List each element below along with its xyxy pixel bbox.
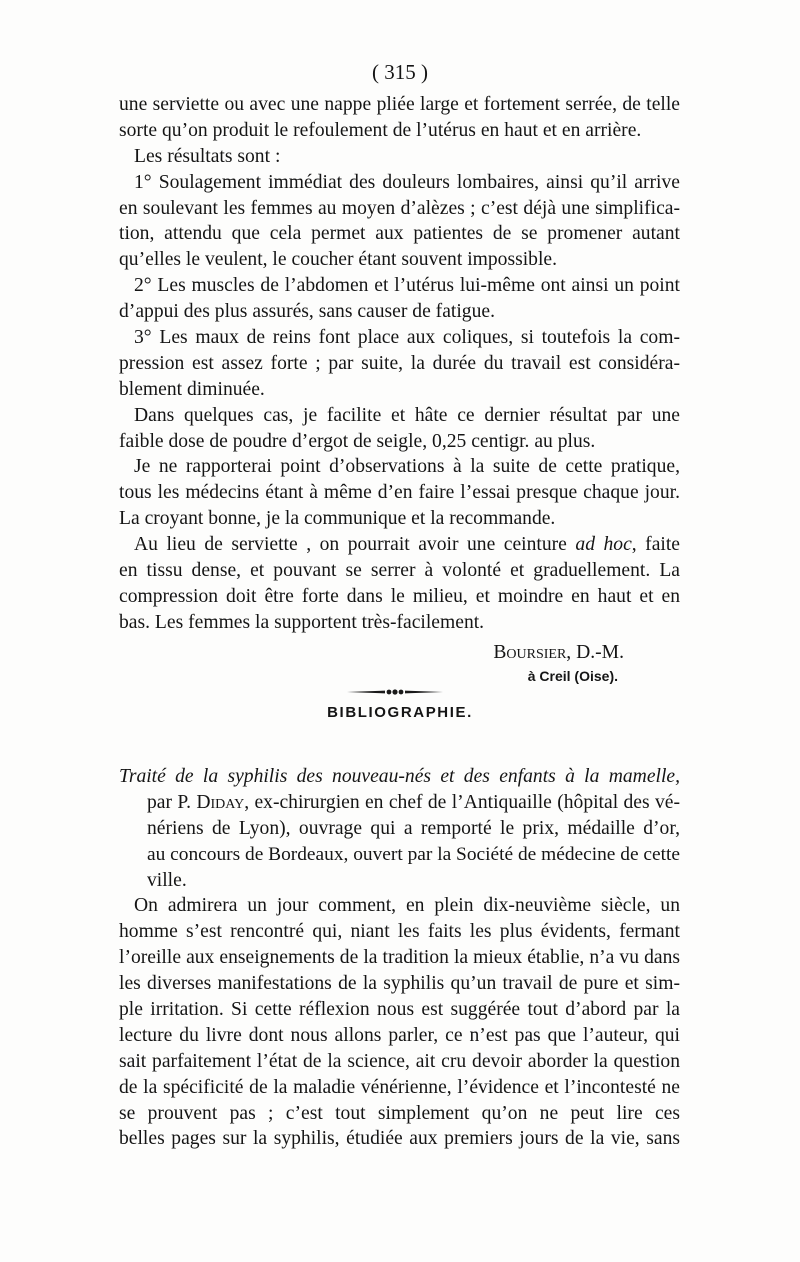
text-segment: Au lieu de serviette , on pourrait avoir une ceinture xyxy=(134,534,576,556)
page-number: ( 315 ) xyxy=(372,60,428,84)
ornament-divider xyxy=(345,689,445,695)
italic-phrase: ad hoc xyxy=(575,534,632,556)
text-line: belles pages sur la syphilis, étudiée aux premiers jours de la vie, sans xyxy=(119,1128,680,1150)
text-line: une serviette ou avec une nappe pliée large et fortement serrée, de telle xyxy=(119,94,680,115)
book-title xyxy=(119,764,680,790)
text-line: 2° Les muscles de l’abdomen et l’utérus lui-même ont ainsi un point xyxy=(134,275,680,297)
text-line: tion, attendu que cela permet aux patientes de se promener autant xyxy=(119,223,680,245)
text-line: blement diminuée. xyxy=(119,378,265,400)
author-degree: , D.-M. xyxy=(566,642,624,663)
text-line: de la spécificité de la maladie vénérienne, l’évidence et l’incontesté ne xyxy=(119,1076,680,1098)
text-line: La croyant bonne, je la communique et la recommande. xyxy=(119,508,556,530)
text-line xyxy=(119,532,680,558)
text-line: faible dose de poudre d’ergot de seigle, 0,25 centigr. au plus. xyxy=(119,430,596,452)
text-segment: , ex-chirurgien en chef de l’Antiquaille (hôpital des vé- xyxy=(244,791,680,813)
text-line: Je ne rapporterai point d’observations à la suite de cette pratique, xyxy=(134,456,680,478)
results-intro: Les résultats sont : xyxy=(134,145,281,167)
text-segment: par P. xyxy=(147,791,197,813)
text-line: sorte qu’on produit le refoulement de l’utérus en haut et en arrière. xyxy=(119,119,642,141)
text-line: les diverses manifestations de la syphilis qu’un travail de pure et sim- xyxy=(119,973,680,995)
text-line: pression est assez forte ; par suite, la durée du travail est considéra- xyxy=(119,352,680,374)
lower-text-block xyxy=(119,764,680,1152)
text-line: au concours de Bordeaux, ouvert par la Société de médecine de cette xyxy=(147,843,681,865)
text-line xyxy=(119,790,680,816)
text-line: 3° Les maux de reins font place aux coliques, si toutefois la com- xyxy=(134,327,680,349)
text-line: lecture du livre dont nous allons parler, ce n’est pas que l’auteur, qui xyxy=(119,1024,680,1046)
text-line: ville. xyxy=(147,869,187,891)
signature-place: à Creil (Oise). xyxy=(527,668,618,684)
text-line: d’appui des plus assurés, sans causer de fatigue. xyxy=(119,301,495,323)
book-author: Diday xyxy=(196,791,245,813)
book-title-italic: Traité de la syphilis des nouveau-nés et des enfants à la mamelle, xyxy=(119,766,680,787)
text-line: ple irritation. Si cette réflexion nous est suggérée tout d’abord par la xyxy=(119,999,680,1021)
author-surname: Boursier xyxy=(493,642,567,663)
text-line: 1° Soulagement immédiat des douleurs lombaires, ainsi qu’il arrive xyxy=(134,171,680,193)
section-title: BIBLIOGRAPHIE. xyxy=(327,704,473,721)
text-line: nériens de Lyon), ouvrage qui a remporté le prix, médaille d’or, xyxy=(147,817,680,839)
text-line: homme s’est rencontré qui, niant les faits les plus évidents, fermant xyxy=(119,921,680,943)
text-line: se prouvent pas ; c’est tout simplement qu’on ne peut lire ces xyxy=(119,1102,680,1124)
text-line: compression doit être forte dans le milieu, et moindre en haut et en xyxy=(119,585,680,607)
text-line: l’oreille aux enseignements de la tradition la mieux établie, n’a vu dans xyxy=(119,947,680,969)
text-line: qu’elles le veulent, le coucher étant souvent impossible. xyxy=(119,249,558,271)
signature-name xyxy=(493,640,624,666)
text-line: On admirera un jour comment, en plein dix-neuvième siècle, un xyxy=(134,895,680,917)
text-line: bas. Les femmes la supportent très-facilement. xyxy=(119,611,485,633)
text-line: Dans quelques cas, je facilite et hâte ce dernier résultat par une xyxy=(134,404,680,426)
text-line: en tissu dense, et pouvant se serrer à volonté et graduellement. La xyxy=(119,560,680,582)
upper-text-block xyxy=(119,92,680,636)
text-line: en soulevant les femmes au moyen d’alèzes ; c’est déjà une simplifica- xyxy=(119,197,680,219)
text-line: tous les médecins étant à même d’en faire l’essai presque chaque jour. xyxy=(119,482,680,504)
text-line: sait parfaitement l’état de la science, ait cru devoir aborder la question xyxy=(119,1050,680,1072)
text-segment: , faite xyxy=(631,534,680,556)
